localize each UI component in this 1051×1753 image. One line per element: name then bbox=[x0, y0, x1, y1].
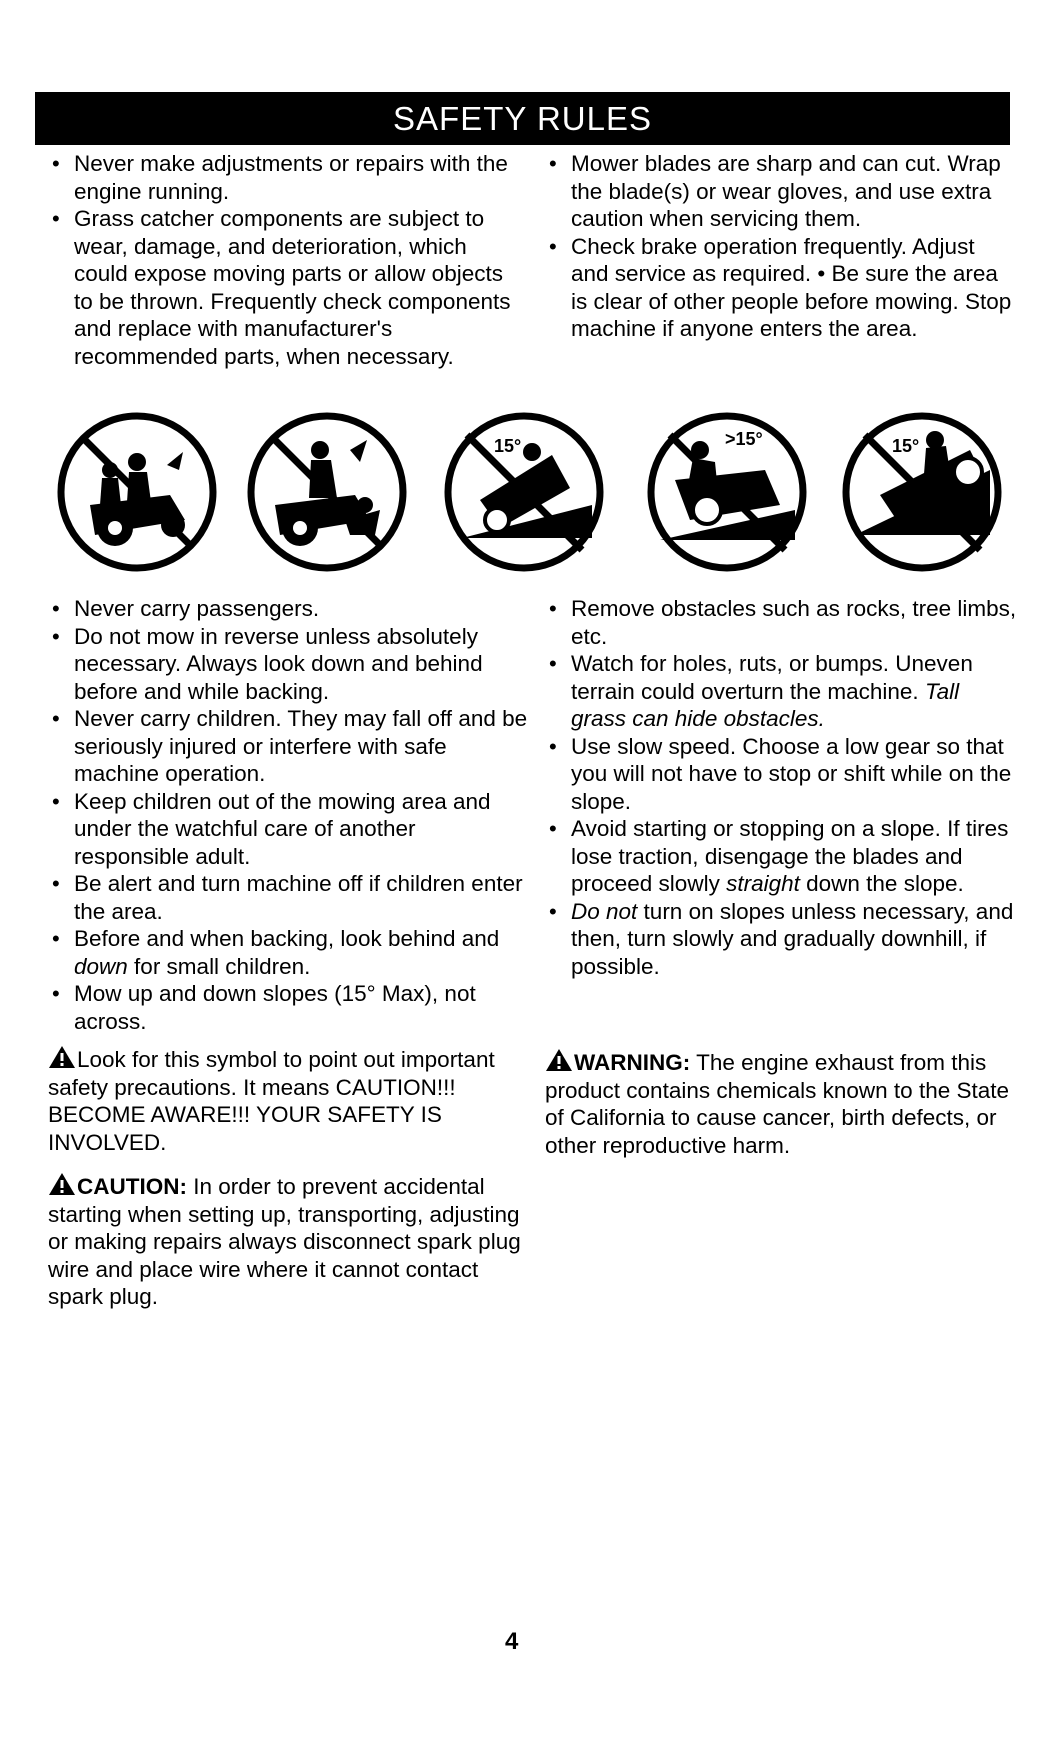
rule-item: • Keep children out of the mowing area and under the watchful care of another responsible adult. bbox=[48, 788, 533, 871]
rule-emphasis: down bbox=[74, 953, 128, 979]
caution-label: CAUTION: bbox=[77, 1174, 187, 1199]
section-title: SAFETY RULES bbox=[35, 92, 1010, 145]
slope-angle-label: >15° bbox=[725, 429, 763, 449]
rule-item: • Mower blades are sharp and can cut. Wrap the blade(s) or wear gloves, and use extra caution when servicing them. bbox=[545, 150, 1015, 233]
page-number: 4 bbox=[505, 1628, 519, 1655]
rule-item: • Use slow speed. Choose a low gear so that you will not have to stop or shift while on the slope. bbox=[545, 733, 1020, 816]
slope-angle-label: 15° bbox=[494, 436, 522, 456]
rule-item bbox=[545, 898, 1020, 981]
rule-item: • Be alert and turn machine off if children enter the area. bbox=[48, 870, 533, 925]
slope-over-15-degree-icon bbox=[645, 410, 810, 575]
rule-text: Watch for holes, ruts, or bumps. Uneven terrain could overturn the machine. bbox=[571, 651, 973, 704]
no-passengers-icon bbox=[55, 410, 220, 575]
rule-item bbox=[48, 925, 533, 980]
top-right-rules bbox=[545, 150, 1015, 343]
warning-triangle-icon bbox=[545, 1048, 573, 1072]
rule-emphasis: Do not bbox=[571, 898, 638, 924]
rule-item bbox=[545, 650, 1020, 733]
rule-item bbox=[545, 815, 1020, 898]
warning-text: The engine exhaust from this product contains chemicals known to the State of California to cause cancer, birth defects, or other reproductive harm. bbox=[545, 1050, 1010, 1158]
safety-symbol-text: Look for this symbol to point out important safety precautions. It means CAUTION!!! BECOME AWARE!!! YOUR SAFETY IS INVOLVED. bbox=[48, 1047, 495, 1155]
warning-label: WARNING: bbox=[574, 1050, 691, 1075]
caution-text: In order to prevent accidental starting when setting up, transporting, adjusting or making repairs always disconnect spark plug wire and place wire where it cannot contact spark plug. bbox=[48, 1174, 521, 1309]
slope-angle-label: 15° bbox=[892, 436, 920, 456]
rule-text: down the slope. bbox=[799, 871, 964, 896]
safety-symbol-note bbox=[48, 1045, 523, 1156]
rule-item: • Never carry children. They may fall off and be seriously injured or interfere with safe machine operation. bbox=[48, 705, 533, 788]
rule-item: • Never carry passengers. bbox=[48, 595, 533, 623]
top-left-rules bbox=[48, 150, 518, 370]
rule-emphasis: straight bbox=[726, 871, 800, 896]
california-warning bbox=[545, 1048, 1015, 1159]
pictogram-row bbox=[0, 410, 1051, 575]
rule-item: • Check brake operation frequently. Adjust and service as required. • Be sure the area is clear of other people before mowing. Stop machine if anyone enters the area. bbox=[545, 233, 1015, 343]
slope-15-degree-tipping-icon bbox=[840, 410, 1005, 575]
bottom-right-rules bbox=[545, 595, 1020, 980]
rule-item: • Mow up and down slopes (15° Max), not across. bbox=[48, 980, 533, 1035]
caution-note bbox=[48, 1172, 523, 1311]
bottom-left-rules bbox=[48, 595, 533, 1035]
rule-emphasis: Tall grass can hide obstacles. bbox=[571, 678, 960, 731]
rule-item: • Grass catcher components are subject to wear, damage, and deterioration, which could expose moving parts or allow objects to be thrown. Frequently check components and replace with manufacturer's recommended parts, when necessary. bbox=[48, 205, 518, 370]
rule-text: Avoid starting or stopping on a slope. If tires lose traction, disengage the blades and proceed slowly bbox=[571, 816, 1009, 896]
warning-triangle-icon bbox=[48, 1172, 76, 1196]
rule-item: • Do not mow in reverse unless absolutely necessary. Always look down and behind before and while backing. bbox=[48, 623, 533, 706]
warning-triangle-icon bbox=[48, 1045, 76, 1069]
no-children-icon bbox=[245, 410, 410, 575]
rule-text: Before and when backing, look behind and bbox=[74, 926, 500, 951]
rule-text: turn on slopes unless necessary, and then, turn slowly and gradually downhill, if possible. bbox=[571, 898, 1014, 979]
rule-item: • Remove obstacles such as rocks, tree limbs, etc. bbox=[545, 595, 1020, 650]
rule-item: • Never make adjustments or repairs with the engine running. bbox=[48, 150, 518, 205]
rule-text: for small children. bbox=[127, 953, 311, 979]
slope-15-degree-icon bbox=[442, 410, 607, 575]
